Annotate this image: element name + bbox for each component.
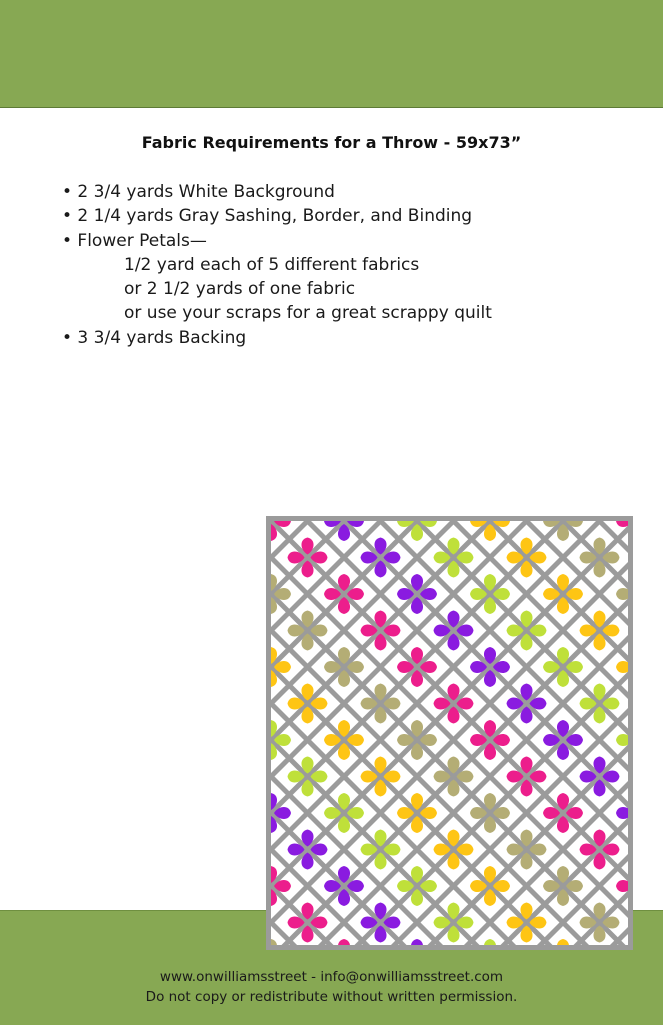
top-green-band xyxy=(0,0,663,108)
fabric-requirements-list xyxy=(62,180,492,350)
requirement-item: • 2 3/4 yards White Background xyxy=(62,182,335,202)
page-title: Fabric Requirements for a Throw - 59x73” xyxy=(141,133,522,152)
footer-contact: www.onwilliamsstreet - info@onwilliamsstreet.com xyxy=(159,969,504,985)
requirement-subitem: 1/2 yard each of 5 different fabrics xyxy=(124,254,420,275)
requirement-item: • Flower Petals— xyxy=(62,230,207,251)
requirement-subitem: or use your scraps for a great scrappy quilt xyxy=(124,303,492,324)
requirement-subitem: or 2 1/2 yards of one fabric xyxy=(124,279,356,300)
footer xyxy=(0,967,663,1007)
requirement-item: • 2 1/4 yards Gray Sashing, Border, and Binding xyxy=(62,206,473,227)
quilt-illustration xyxy=(266,516,633,950)
footer-copyright: Do not copy or redistribute without written permission. xyxy=(145,989,518,1005)
requirement-item: • 3 3/4 yards Backing xyxy=(62,327,247,348)
